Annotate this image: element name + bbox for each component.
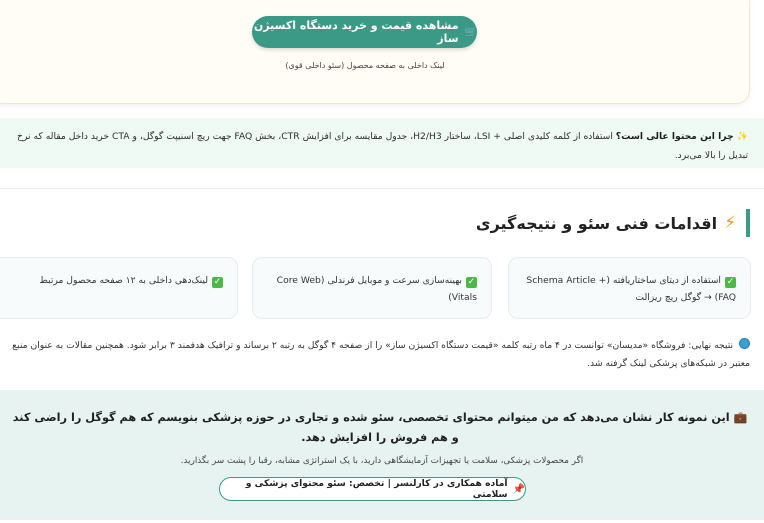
view-price-buy-label: مشاهده قیمت و خرید دستگاه اکسیژن ساز — [253, 19, 459, 45]
briefcase-icon: 💼 — [733, 411, 748, 424]
check-icon: ✓ — [213, 277, 222, 287]
section-title: اقدامات فنی سئو و نتیجه‌گیری — [475, 213, 718, 233]
cart-icon: 🛒 — [464, 26, 477, 38]
section-heading — [476, 209, 750, 237]
why-content-box — [0, 118, 764, 168]
feature-card-speed — [252, 257, 492, 319]
hire-on-karlancer-label: آماده همکاری در کارلنسر | تخصص: سئو محتوای پزشکی و سلامتی — [245, 478, 508, 500]
final-result-text: نتیجه نهایی: فروشگاه «مدیسان» توانست در ۴ ماه رتبه کلمه «قیمت دستگاه اکسیژن ساز» را از صفحه ۴ گوگل به رتبه ۲ برساند و ترافیک هدفمند ۳ برابر شود. همچنین مقالات به عنوان منبع معتبر در شبکه‌های پزشکی لینک گرفته شد. — [12, 340, 750, 369]
sparkle-icon: ✨ — [736, 131, 748, 142]
feature-card-schema — [508, 257, 751, 319]
check-icon: ✓ — [467, 277, 476, 287]
why-content-text — [8, 127, 748, 165]
portfolio-summary-box — [0, 390, 764, 520]
internal-link-note: لینک داخلی به صفحه محصول (سئو داخلی قوی) — [285, 61, 445, 70]
lightning-icon: ⚡ — [724, 213, 736, 233]
portfolio-summary-title-text: این نمونه کار نشان می‌دهد که من میتوانم محتوای تخصصی، سئو شده و تجاری در حوزه پزشکی بنویسم که هم گوگل را راضی کند و هم فروش را افزایش دهد. — [12, 411, 730, 444]
hire-on-karlancer-button[interactable] — [219, 477, 526, 501]
why-question: چرا این محتوا عالی است؟ — [615, 131, 734, 142]
feature-card-label: لینک‌دهی داخلی به ۱۲ صفحه محصول مرتبط — [39, 275, 208, 286]
why-description: استفاده از کلمه کلیدی اصلی + LSI، ساختار H2/H3، جدول مقایسه برای افزایش CTR، بخش FAQ جهت ریچ اسنیپت گوگل، و CTA خرید داخل مقاله که نرخ تبدیل را بالا می‌برد. — [17, 131, 748, 161]
check-icon: ✓ — [726, 277, 735, 287]
feature-card-label: استفاده از دیتای ساختاریافته (Schema Article + FAQ) → گوگل ریچ ریزالت — [526, 275, 736, 303]
section-divider — [0, 188, 764, 189]
pushpin-icon: 📌 — [512, 483, 525, 495]
view-price-buy-button[interactable] — [252, 16, 477, 48]
feature-card-internal-links — [0, 257, 238, 319]
portfolio-summary-title — [10, 408, 750, 448]
product-cta-card — [0, 0, 750, 104]
final-result — [8, 337, 750, 373]
feature-card-label: بهینه‌سازی سرعت و موبایل فرندلی (Core Web Vitals) — [276, 275, 477, 303]
blue-circle-icon — [739, 338, 750, 349]
portfolio-summary-subtitle: اگر محصولات پزشکی، سلامت یا تجهیزات آزمایشگاهی دارید، با یک استراتژی مشابه، رقبا را پشت سر بگذارید. — [180, 456, 584, 466]
